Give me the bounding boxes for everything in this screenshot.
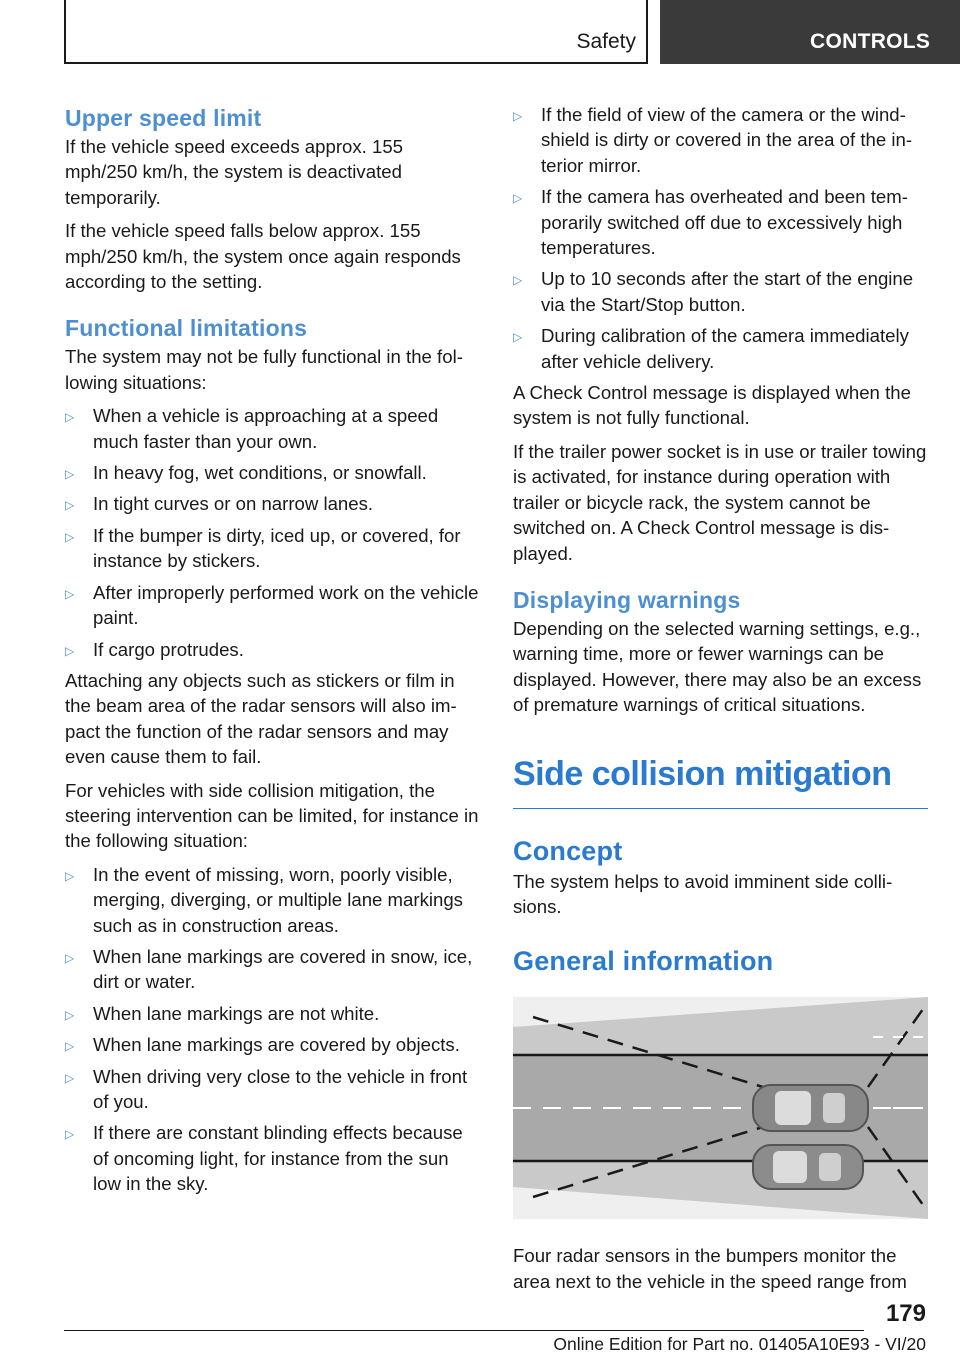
limitations-list xyxy=(65,403,480,662)
list-item: ▷ When a vehicle is approaching at a speed much faster than your own. xyxy=(65,405,439,452)
list-item: ▷ When lane markings are covered by objects. xyxy=(65,1032,480,1057)
list-item: ▷ During calibration of the camera immediately after vehicle delivery. xyxy=(513,325,909,372)
list-item: ▷ In tight curves or on narrow lanes. xyxy=(65,491,480,516)
list-item: ▷ If cargo protrudes. xyxy=(65,637,480,662)
triangle-bullet-icon: ▷ xyxy=(513,273,523,288)
triangle-bullet-icon: ▷ xyxy=(65,498,75,513)
list-item: ▷ In heavy fog, wet conditions, or snowfall. xyxy=(65,460,480,485)
triangle-bullet-icon: ▷ xyxy=(65,1127,75,1142)
triangle-bullet-icon: ▷ xyxy=(65,1007,75,1022)
check-control-paragraph: A Check Control message is displayed when the system is not fully functional. xyxy=(513,382,911,429)
triangle-bullet-icon: ▷ xyxy=(65,950,75,965)
attach-objects-paragraph: Attaching any objects such as stickers or film in the beam area of the radar sensors will also impact the function of the radar sensors and may even cause them to fail. xyxy=(65,669,457,768)
triangle-bullet-icon: ▷ xyxy=(65,1039,75,1054)
triangle-bullet-icon: ▷ xyxy=(65,1070,75,1085)
list-item: ▷ If the bumper is dirty, iced up, or covered, for instance by stickers. xyxy=(65,524,461,572)
list-item: ▷ In the event of missing, worn, poorly visible, merging, diverging, or multiple lane markings such as in construction areas. xyxy=(65,863,463,936)
triangle-bullet-icon: ▷ xyxy=(513,109,523,123)
radar-coverage-illustration xyxy=(513,997,928,1219)
side-collision-heading: Side collision mitigation xyxy=(513,752,928,809)
displaying-warnings-heading: Displaying warnings xyxy=(513,586,741,613)
header-frame xyxy=(64,0,648,64)
footer-divider xyxy=(64,1330,864,1331)
steering-limit-list xyxy=(65,862,480,1197)
triangle-bullet-icon: ▷ xyxy=(65,529,75,544)
functional-limitations-heading: Functional limitations xyxy=(65,315,308,342)
triangle-bullet-icon: ▷ xyxy=(513,330,523,345)
upper-speed-limit-heading: Upper speed limit xyxy=(65,105,262,131)
adjacent-car-icon xyxy=(753,1145,863,1189)
concept-text: The system helps to avoid imminent side collisions. xyxy=(513,870,893,917)
side-collision-limit-paragraph: For vehicles with side collision mitigation, the steering intervention can be limited, for instance in the following situation: xyxy=(65,779,479,852)
triangle-bullet-icon: ▷ xyxy=(65,868,75,883)
left-column xyxy=(65,102,480,1203)
list-item: ▷ When lane markings are not white. xyxy=(65,1001,480,1026)
list-item: ▷ If the field of view of the camera or the windshield is dirty or covered in the area of the interior mirror. xyxy=(513,104,913,176)
footer-edition: Online Edition for Part no. 01405A10E93 - VI/20 xyxy=(553,1334,926,1354)
list-item: ▷ When lane markings are covered in snow, ice, dirt or water. xyxy=(65,945,473,993)
triangle-bullet-icon: ▷ xyxy=(65,410,75,425)
triangle-bullet-icon: ▷ xyxy=(513,191,523,206)
list-item: ▷ If the camera has overheated and been temporarily switched off due to excessively high temperatures. xyxy=(513,186,908,259)
functional-intro: The system may not be fully functional in the following situations: xyxy=(65,346,463,393)
list-item: ▷ Up to 10 seconds after the start of the engine via the Start/Stop button. xyxy=(513,268,914,315)
triangle-bullet-icon: ▷ xyxy=(65,467,75,482)
upper-speed-paragraph-2: If the vehicle speed falls below approx. 155 mph/250 km/h, the system once again responds according to the setting. xyxy=(65,220,461,293)
header-section-title: Safety xyxy=(576,30,636,53)
general-information-heading: General information xyxy=(513,946,774,977)
camera-limitations-list xyxy=(513,102,928,374)
displaying-warnings-text: Depending on the selected warning settings, e.g., warning time, more or fewer warnings can be displayed. However, there may also be an excess of premature warnings of critical situations. xyxy=(513,617,922,716)
list-item: ▷ After improperly performed work on the vehicle paint. xyxy=(65,581,479,629)
trailer-paragraph: If the trailer power socket is in use or trailer towing is activated, for instance during operation with trailer or bicycle rack, the system cannot be switched on. A Check Control message is displayed. xyxy=(513,440,927,564)
list-item: ▷ If there are constant blinding effects because of oncoming light, for instance from the sun low in the sky. xyxy=(65,1122,463,1195)
list-item: ▷ When driving very close to the vehicle in front of you. xyxy=(65,1065,468,1112)
upper-speed-paragraph-1: If the vehicle speed exceeds approx. 155 mph/250 km/h, the system is deactivated temporarily. xyxy=(65,136,404,208)
figure-caption: Four radar sensors in the bumpers monitor the area next to the vehicle in the speed range from xyxy=(513,1245,907,1292)
page-number: 179 xyxy=(885,1300,926,1327)
triangle-bullet-icon: ▷ xyxy=(65,586,75,601)
right-column xyxy=(513,102,928,1302)
concept-heading: Concept xyxy=(513,835,623,866)
header-chapter-tab: CONTROLS xyxy=(660,0,960,64)
triangle-bullet-icon: ▷ xyxy=(65,643,75,658)
road-diagram-svg xyxy=(513,997,928,1219)
vehicle-car-icon xyxy=(753,1085,868,1131)
